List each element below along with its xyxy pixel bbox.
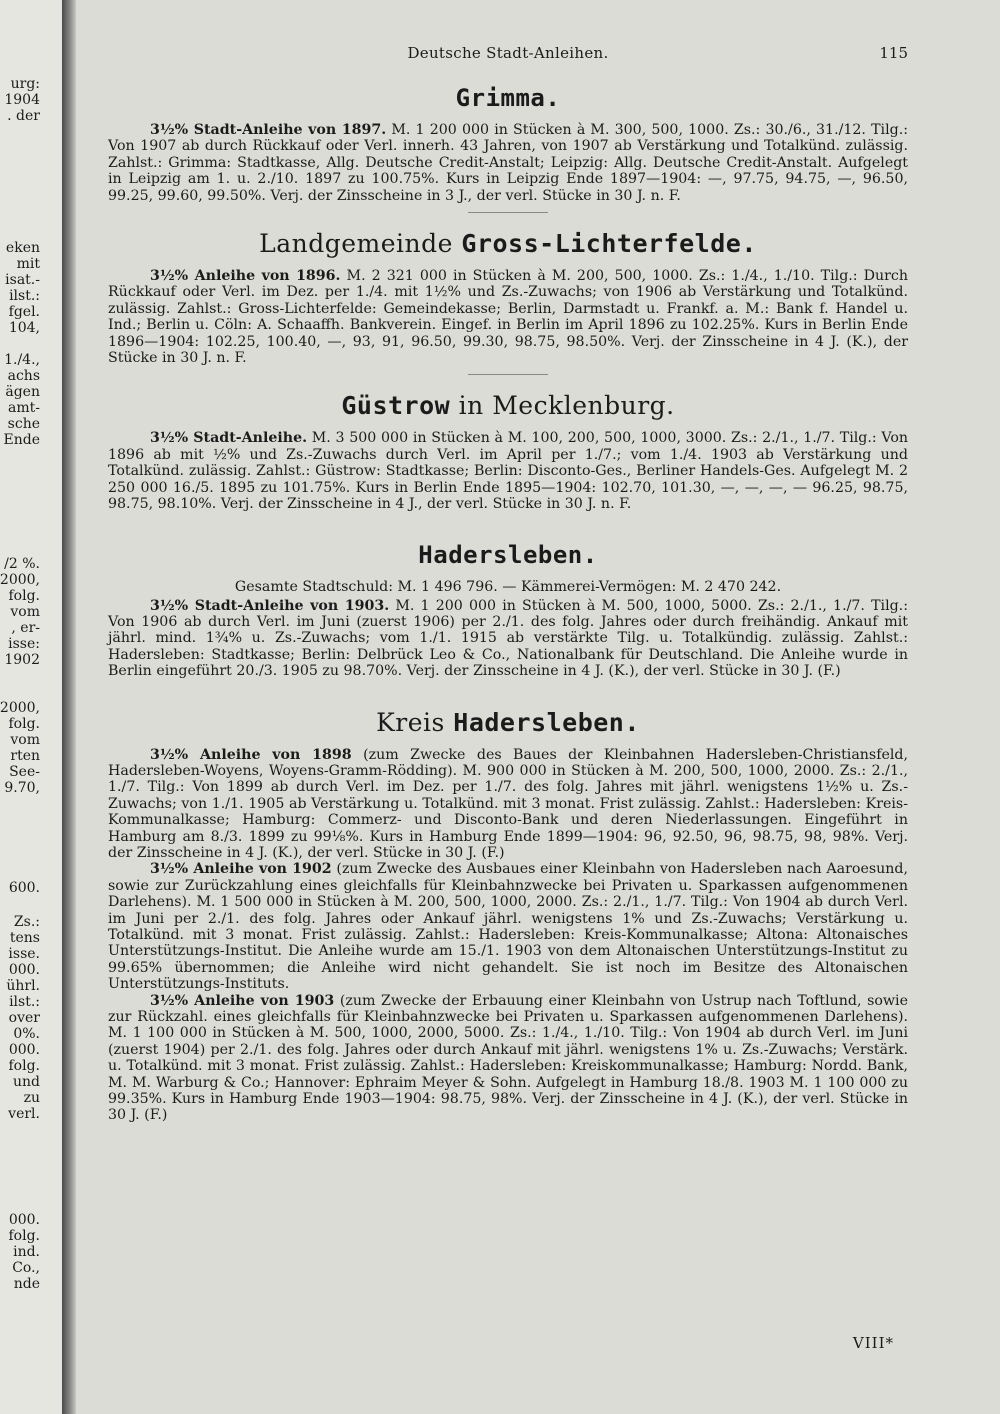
page-number: 115 xyxy=(879,44,908,62)
facing-page-text: achs xyxy=(7,368,40,384)
facing-page-text: 1904 xyxy=(4,92,40,108)
facing-page-text: mit xyxy=(16,256,40,272)
facing-page-text: urg: xyxy=(10,76,40,92)
paragraph: 3½% Stadt-Anleihe von 1903. M. 1 200 000 in Stücken à M. 500, 1000, 5000. Zs.: 2./1., 1./7. Tilg.: Von 1906 ab durch Verl. im Juni (zuerst 1906) per 2./1. des folg. Jahres oder durch freihändig. Ankauf mit jährl. mind. 1¾% u. Zs.-Zuwachs; vom 1./1. 1915 ab verstärkte Tilg. u. Totalkündig. zulässig. Zahlst.: Hadersleben: Stadtkasse; Berlin: Delbrück Leo & Co., Nationalbank für Deutschland. Die Anleihe wurde in Berlin eingeführt 20./3. 1905 zu 98.70%. Verj. der Zinsscheine in 4 J. (K.), der verl. Stücke in 30 J. (F.) xyxy=(108,597,908,680)
facing-page-text: ilst.: xyxy=(9,288,40,304)
facing-page-text: See- xyxy=(9,764,40,780)
facing-page-text: Zs.: xyxy=(13,914,40,930)
book-gutter xyxy=(62,0,76,1414)
facing-page-text: folg. xyxy=(8,716,40,732)
section-title-gross-lichterfelde: Landgemeinde Gross-Lichterfelde. xyxy=(259,229,757,259)
paragraph: 3½% Anleihe von 1898 (zum Zwecke des Baues der Kleinbahnen Hadersleben-Christiansfeld, Hadersleben-Woyens, Woyens-Gramm-Rödding). M. 900 000 in Stücken à M. 200, 500, 1000, 2000. Zs.: 2./1., 1./7. Tilg.: Von 1899 ab durch Verl. im Dez. per 1./7. des folg. Jahres mit jährl. wenigstens 1½% u. Zs.-Zuwachs; von 1./1. 1905 ab Verstärkung u. Totalkünd. mit 3 monat. Frist zulässig. Zahlst.: Hadersleben: Kreis-Kommunalkasse; Hamburg: Commerz- und Disconto-Bank und deren Niederlassungen. Eingeführt in Hamburg am 8./3. 1899 zu 99⅛%. Kurs in Hamburg Ende 1899—1904: 96, 92.50, 96, 98.75, 98, 98%. Verj. der Zinsscheine in 4 J. (K.), der verl. Stücke in 30 J. (F.) xyxy=(108,746,908,861)
facing-page-text: rten xyxy=(10,748,40,764)
facing-page-text: 9.70, xyxy=(4,780,40,796)
section-title-hadersleben: Hadersleben. xyxy=(418,540,598,569)
facing-page-text: vom xyxy=(10,732,40,748)
facing-page-text: tens xyxy=(9,930,40,946)
facing-page-text: verl. xyxy=(8,1106,40,1122)
paragraph: 3½% Stadt-Anleihe. M. 3 500 000 in Stücken à M. 100, 200, 500, 1000, 3000. Zs.: 2./1., 1./7. Tilg.: Von 1896 ab mit ½% und Zs.-Zuwachs durch Verl. im April per 1./7.; vom 1./4. 1903 ab Verstärkung und Totalkünd. zulässig. Zahlst.: Güstrow: Stadtkasse; Berlin: Disconto-Ges., Berliner Handels-Ges. Aufgelegt M. 2 250 000 16./5. 1895 zu 101.75%. Kurs in Berlin Ende 1895—1904: 102.70, 101.30, —, —, —, — 96.25, 98.75, 98.75, 98.10%. Verj. der Zinsscheine in 4 J., der verl. Stücke in 30 J. n. F. xyxy=(108,430,908,513)
paragraph: 3½% Anleihe von 1896. M. 2 321 000 in Stücken à M. 200, 500, 1000. Zs.: 1./4., 1./10. Tilg.: Durch Rückkauf oder Verl. im Dez. per 1./4. mit 1½% und Zs.-Zuwachs; von 1906 ab Verstärkung und Totalkünd. zulässig. Zahlst.: Gross-Lichterfelde: Gemeindekasse; Berlin, Darmstadt u. Frankf. a. M.: Bank f. Handel u. Ind.; Berlin u. Cöln: A. Schaaffh. Bankverein. Eingef. in Berlin im April 1896 zu 102.25%. Kurs in Berlin Ende 1896—1904: 102.25, 100.40, —, 93, 91, 96.50, 99.30, 98.75, 98.50%. Verj. der Zinsscheine in 4 J. (K.), der Stücke in 30 J. n. F. xyxy=(108,268,909,367)
facing-page-text: 000. xyxy=(8,1042,40,1058)
facing-page-text: nde xyxy=(13,1276,40,1292)
facing-page-text: over xyxy=(8,1010,40,1026)
section-title-grimma: Grimma. xyxy=(455,84,561,112)
facing-page-text: Ende xyxy=(3,432,40,448)
facing-page-text: ührl. xyxy=(6,978,40,994)
facing-page-text: vom xyxy=(10,604,40,620)
facing-page-text: und xyxy=(13,1074,40,1090)
facing-page-text: fgel. xyxy=(8,304,40,320)
facing-page-text: 600. xyxy=(8,880,40,896)
facing-page-text: 1902 xyxy=(4,652,40,668)
facing-page-text: zu xyxy=(23,1090,40,1106)
facing-page-text: ilst.: xyxy=(9,994,40,1010)
section-divider xyxy=(468,212,548,213)
paragraph: 3½% Anleihe von 1903 (zum Zwecke der Erbauung einer Kleinbahn von Ustrup nach Toftlund, sowie zur Rückzahl. eines gleichfalls für Kleinbahnzwecke bei Privaten u. Sparkassen aufgenommenen Darlehens). M. 1 100 000 in Stücken à M. 500, 1000, 2000, 5000. Zs.: 1./4., 1./10. Tilg.: Von 1904 ab durch Verl. im Juni (zuerst 1904) per 2./1. des folg. Jahres oder durch Ankauf mit jährl. wenigstens 1% u. Zs.-Zuwachs; Verstärk. u. Totalkünd. mit 3 monat. Frist zulässig. Zahlst.: Hadersleben: Kreiskommunalkasse; Hamburg: Nordd. Bank, M. M. Warburg & Co.; Hannover: Ephraim Meyer & Sohn. Aufgelegt in Hamburg 18./8. 1903 M. 1 100 000 zu 99.35%. Kurs in Hamburg Ende 1903—1904: 98.75, 98%. Verj. der Zinsscheine in 4 J. (K.), der verl. Stücke in 30 J. (F.) xyxy=(108,992,908,1124)
facing-page-text: , er- xyxy=(11,620,40,636)
facing-page-text: . der xyxy=(7,108,40,124)
facing-page-text: isse: xyxy=(8,636,40,652)
facing-page-text: /2 %. xyxy=(4,556,40,572)
facing-page-text: folg. xyxy=(8,1058,40,1074)
facing-page-text: isat.- xyxy=(5,272,40,288)
facing-page-text: ind. xyxy=(13,1244,40,1260)
facing-page-text: 1./4., xyxy=(4,352,40,368)
facing-page-fragment xyxy=(0,0,62,1414)
document-page xyxy=(108,44,908,1384)
running-head-title: Deutsche Stadt-Anleihen. xyxy=(407,44,609,62)
facing-page-text: 2000, xyxy=(0,700,40,716)
facing-page-text: folg. xyxy=(8,1228,40,1244)
paragraph: 3½% Stadt-Anleihe von 1897. M. 1 200 000 in Stücken à M. 300, 500, 1000. Zs.: 30./6., 31./12. Tilg.: Von 1907 ab durch Rückkauf oder Verl. innerh. 43 Jahren, von 1907 ab Verstärkung und Totalkünd. zulässig. Zahlst.: Grimma: Stadtkasse, Allg. Deutsche Credit-Anstalt; Leipzig: Allg. Deutsche Credit-Anstalt. Aufgelegt in Leipzig am 1. u. 2./10. 1897 zu 100.75%. Kurs in Leipzig Ende 1897—1904: —, 97.75, 94.75, —, 96.50, 99.25, 99.60, 99.50%. Verj. der Zinsscheine in 3 J., der verl. Stücke in 30 J. n. F. xyxy=(108,122,908,204)
facing-page-text: eken xyxy=(5,240,40,256)
facing-page-text: 2000, xyxy=(0,572,40,588)
running-head xyxy=(108,44,908,74)
section-title-guestrow: Güstrow in Mecklenburg. xyxy=(341,391,675,421)
section-title-kreis-hadersleben: Kreis Hadersleben. xyxy=(376,707,640,737)
paragraph: 3½% Anleihe von 1902 (zum Zwecke des Ausbaues einer Kleinbahn von Hadersleben nach Aaroesund, sowie zur Zurückzahlung eines gleichfalls für Kleinbahnzwecke bei Privaten u. Sparkassen aufgenommenen Darlehens). M. 1 500 000 in Stücken à M. 200, 500, 1000, 2000. Zs.: 2./1., 1./7. Tilg.: Von 1904 ab durch Verl. im Juni per 2./1. des folg. Jahres oder Ankauf jährl. wenigstens 1% und Zs.-Zuwachs; Verstärkung u. Totalkünd. mit 3 monat. Frist zulässig. Zahlst.: Hadersleben: Kreis-Kommunalkasse; Altona: Altonaisches Unterstützungs-Institut. Die Anleihe wurde am 15./1. 1903 von dem Altonaischen Unterstützungs-Institut zu 99.65% übernommen; die Anleihe wird nicht gehandelt. Sie ist noch im Besitze des Altonaischen Unterstützungs-Instituts. xyxy=(108,861,909,993)
signature-mark: VIII* xyxy=(852,1334,894,1352)
city-debt-summary: Gesamte Stadtschuld: M. 1 496 796. — Kämmerei-Vermögen: M. 2 470 242. xyxy=(234,578,782,595)
section-divider xyxy=(468,374,548,375)
facing-page-text: 0%. xyxy=(13,1026,40,1042)
facing-page-text: ägen xyxy=(5,384,40,400)
facing-page-text: 000. xyxy=(8,962,40,978)
facing-page-text: 000. xyxy=(8,1212,40,1228)
facing-page-text: sche xyxy=(7,416,40,432)
facing-page-text: isse. xyxy=(8,946,40,962)
facing-page-text: amt- xyxy=(8,400,40,416)
facing-page-text: 104, xyxy=(8,320,40,336)
facing-page-text: folg. xyxy=(8,588,40,604)
facing-page-text: Co., xyxy=(12,1260,40,1276)
